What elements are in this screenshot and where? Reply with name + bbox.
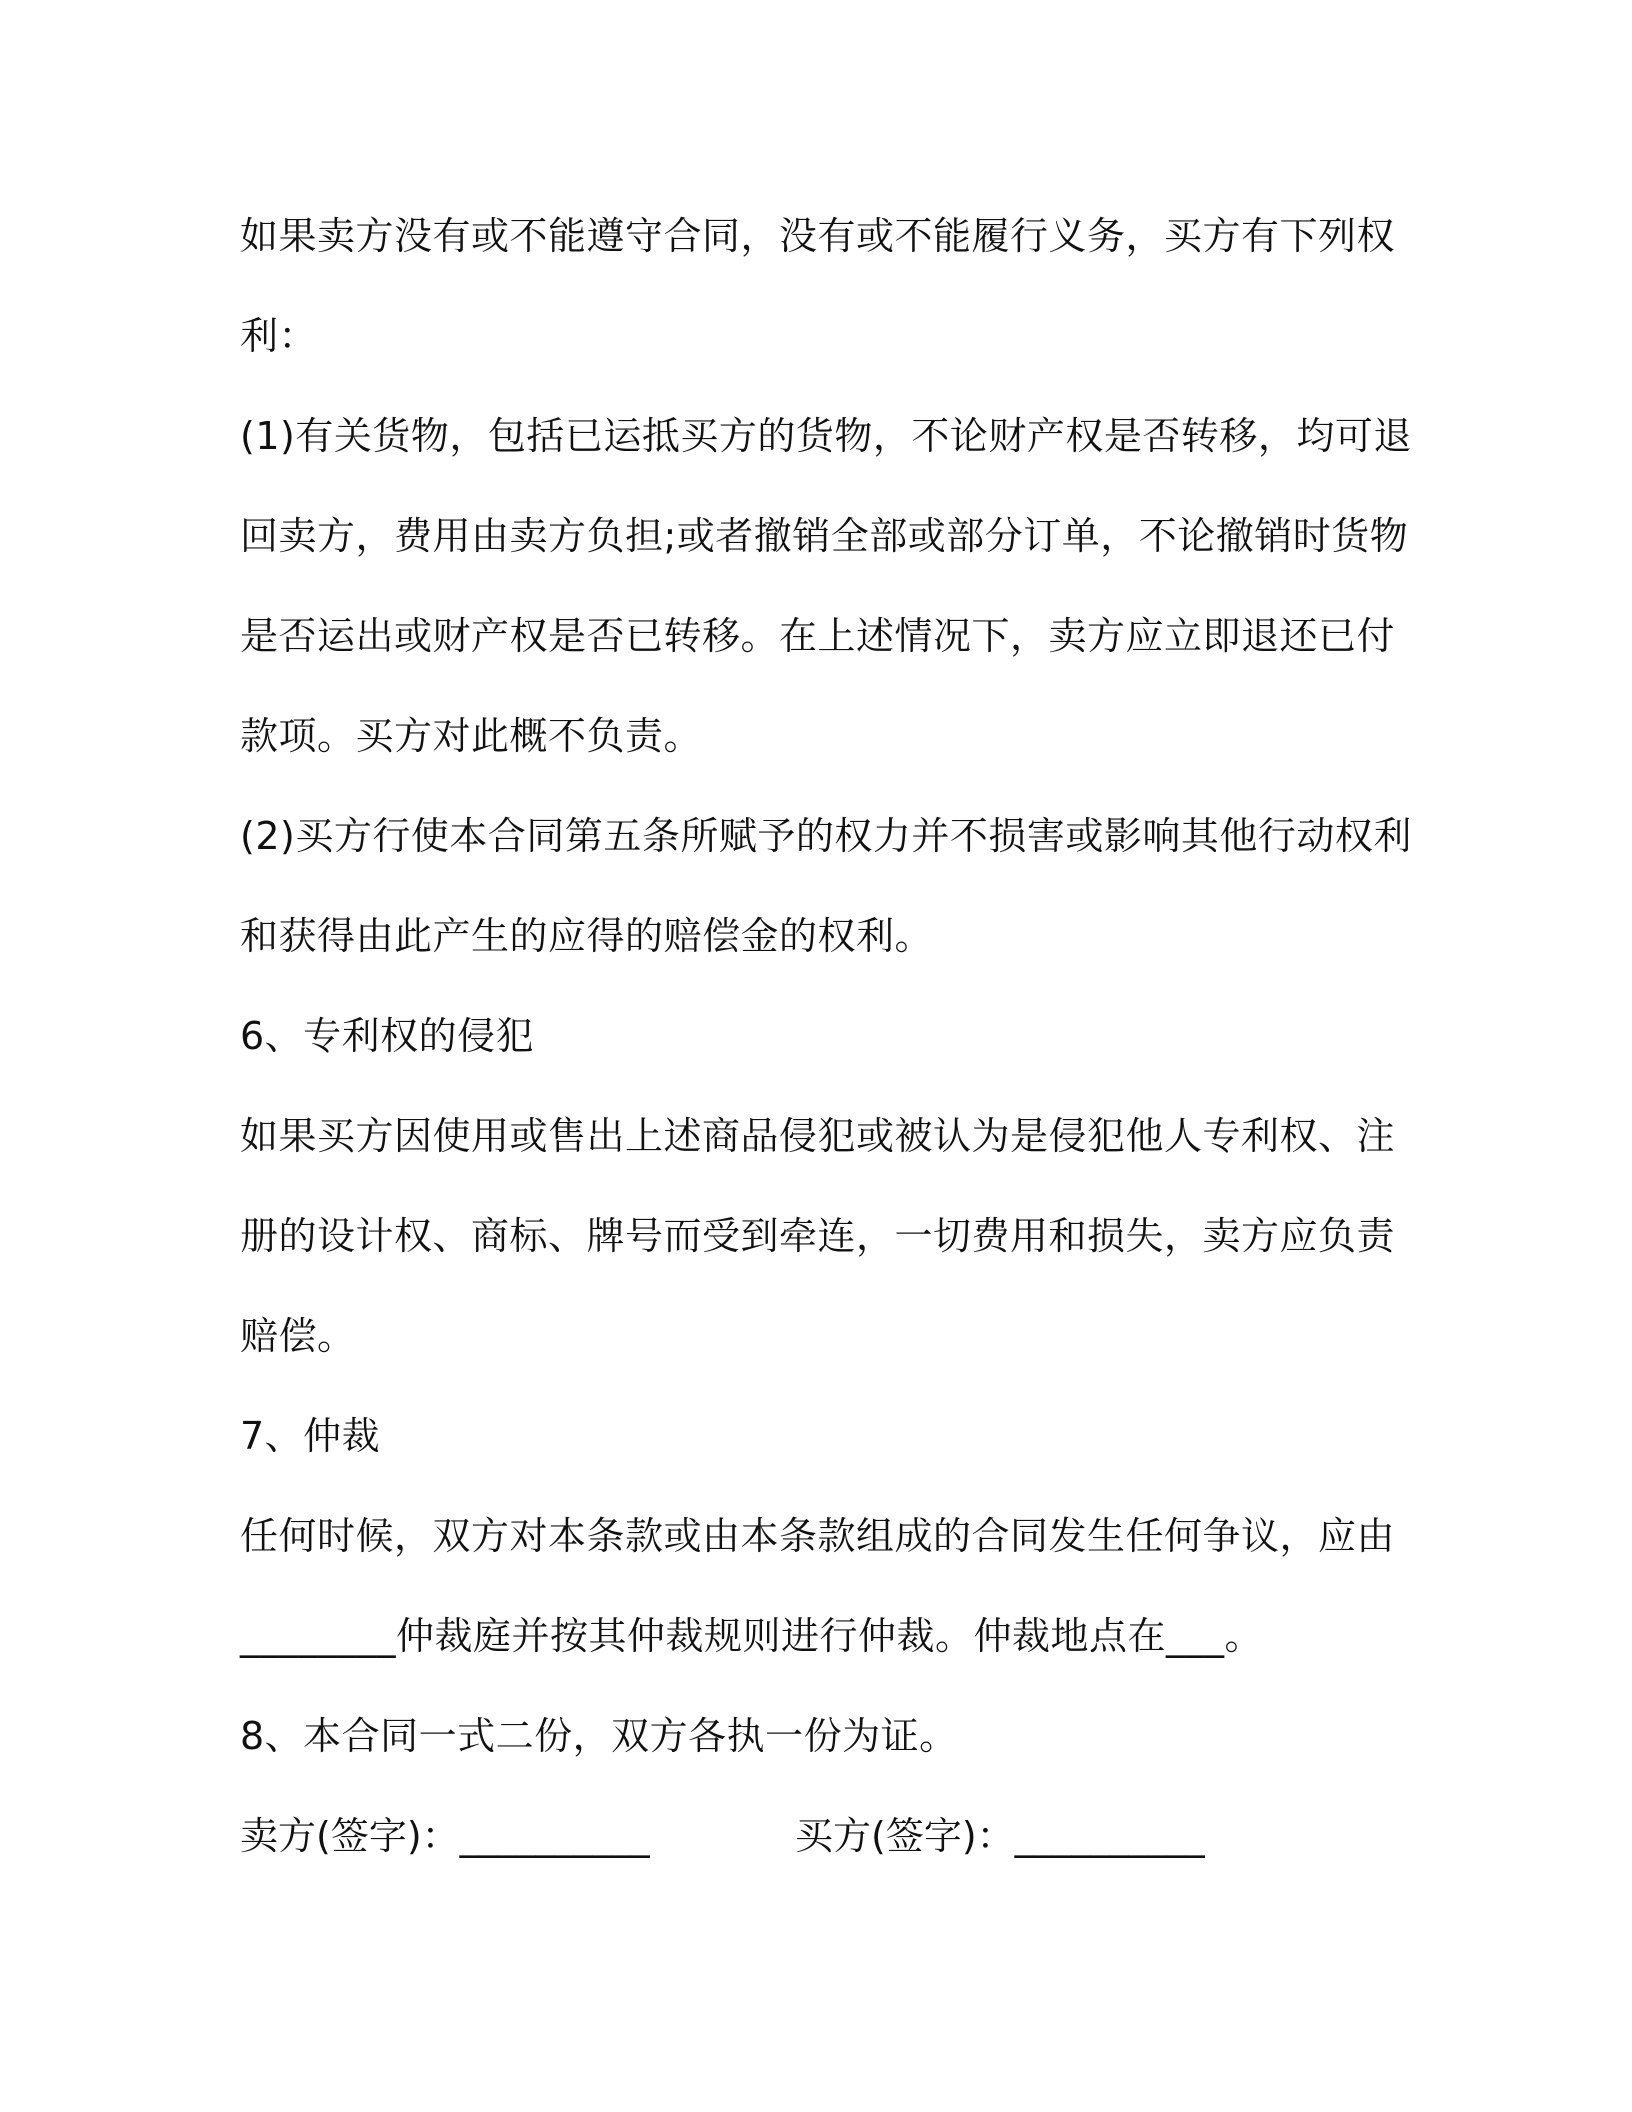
text-line: 款项。买方对此概不负责。 — [240, 714, 703, 758]
document-page — [240, 186, 1412, 1886]
text-line: 和获得由此产生的应得的赔偿金的权利。 — [240, 914, 934, 958]
text-line: 赔偿。 — [240, 1314, 356, 1358]
text-line: (2)买方行使本合同第五条所赋予的权力并不损害或影响其他行动权利 — [240, 814, 1412, 858]
text-line: 利： — [240, 314, 318, 358]
text-line: (1)有关货物，包括已运抵买方的货物，不论财产权是否转移，均可退 — [240, 414, 1412, 458]
buyer-signature: 买方(签字)：__________ — [795, 1814, 1205, 1858]
text-line: ________仲裁庭并按其仲裁规则进行仲裁。仲裁地点在___。 — [240, 1614, 1264, 1658]
text-line: 如果买方因使用或售出上述商品侵犯或被认为是侵犯他人专利权、注 — [240, 1114, 1396, 1158]
text-line: 回卖方，费用由卖方负担;或者撤销全部或部分订单，不论撤销时货物 — [240, 514, 1409, 558]
signature-row — [240, 1786, 1380, 1886]
text-line: 任何时候，双方对本条款或由本条款组成的合同发生任何争议，应由 — [240, 1514, 1396, 1558]
section-heading: 6、专利权的侵犯 — [240, 1014, 535, 1058]
text-line: 如果卖方没有或不能遵守合同，没有或不能履行义务，买方有下列权 — [240, 214, 1396, 258]
text-line: 8、本合同一式二份，双方各执一份为证。 — [240, 1714, 958, 1758]
text-line: 册的设计权、商标、牌号而受到牵连，一切费用和损失，卖方应负责 — [240, 1214, 1396, 1258]
section-heading: 7、仲裁 — [240, 1414, 381, 1458]
text-line: 是否运出或财产权是否已转移。在上述情况下，卖方应立即退还已付 — [240, 614, 1396, 658]
seller-signature: 卖方(签字)：__________ — [240, 1814, 650, 1858]
